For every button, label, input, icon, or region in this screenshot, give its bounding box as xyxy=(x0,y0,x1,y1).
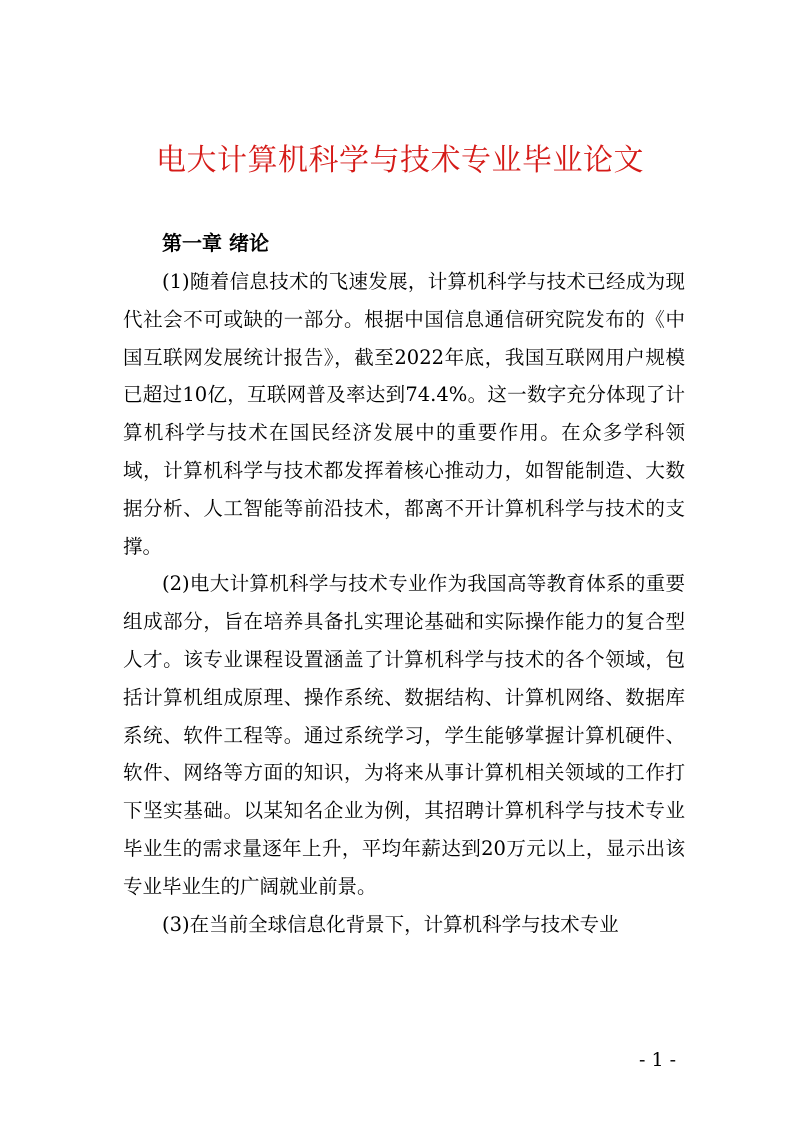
document-title: 电大计算机科学与技术专业毕业论文 xyxy=(156,143,644,178)
chapter-heading: 第一章 绪论 xyxy=(162,231,269,255)
paragraph-3: (3)在当前全球信息化背景下，计算机科学与技术专业 xyxy=(162,912,619,936)
page-number: - 1 - xyxy=(638,1049,676,1071)
paragraph-2: (2)电大计算机科学与技术专业作为我国高等教育体系的重要组成部分，旨在培养具备扎实理论基础和实际操作能力的复合型人才。该专业课程设置涵盖了计算机科学与技术的各个领域，包括计算机组成原理、操作系统、数据结构、计算机网络、数据库系统、软件工程等。通过系统学习，学生能够掌握计算机硬件、软件、网络等方面的知识，为将来从事计算机相关领域的工作打下坚实基础。以某知名企业为例，其招聘计算机科学与技术专业毕业生的需求量逐年上升，平均年薪达到20万元以上，显示出该专业毕业生的广阔就业前景。 xyxy=(123,572,685,898)
document-body xyxy=(123,263,685,943)
paragraph-1: (1)随着信息技术的飞速发展，计算机科学与技术已经成为现代社会不可或缺的一部分。根据中国信息通信研究院发布的《中国互联网发展统计报告》，截至2022年底，我国互联网用户规模已超过10亿，互联网普及率达到74.4%。这一数字充分体现了计算机科学与技术在国民经济发展中的重要作用。在众多学科领域，计算机科学与技术都发挥着核心推动力，如智能制造、大数据分析、人工智能等前沿技术，都离不开计算机科学与技术的支撑。 xyxy=(123,270,685,558)
